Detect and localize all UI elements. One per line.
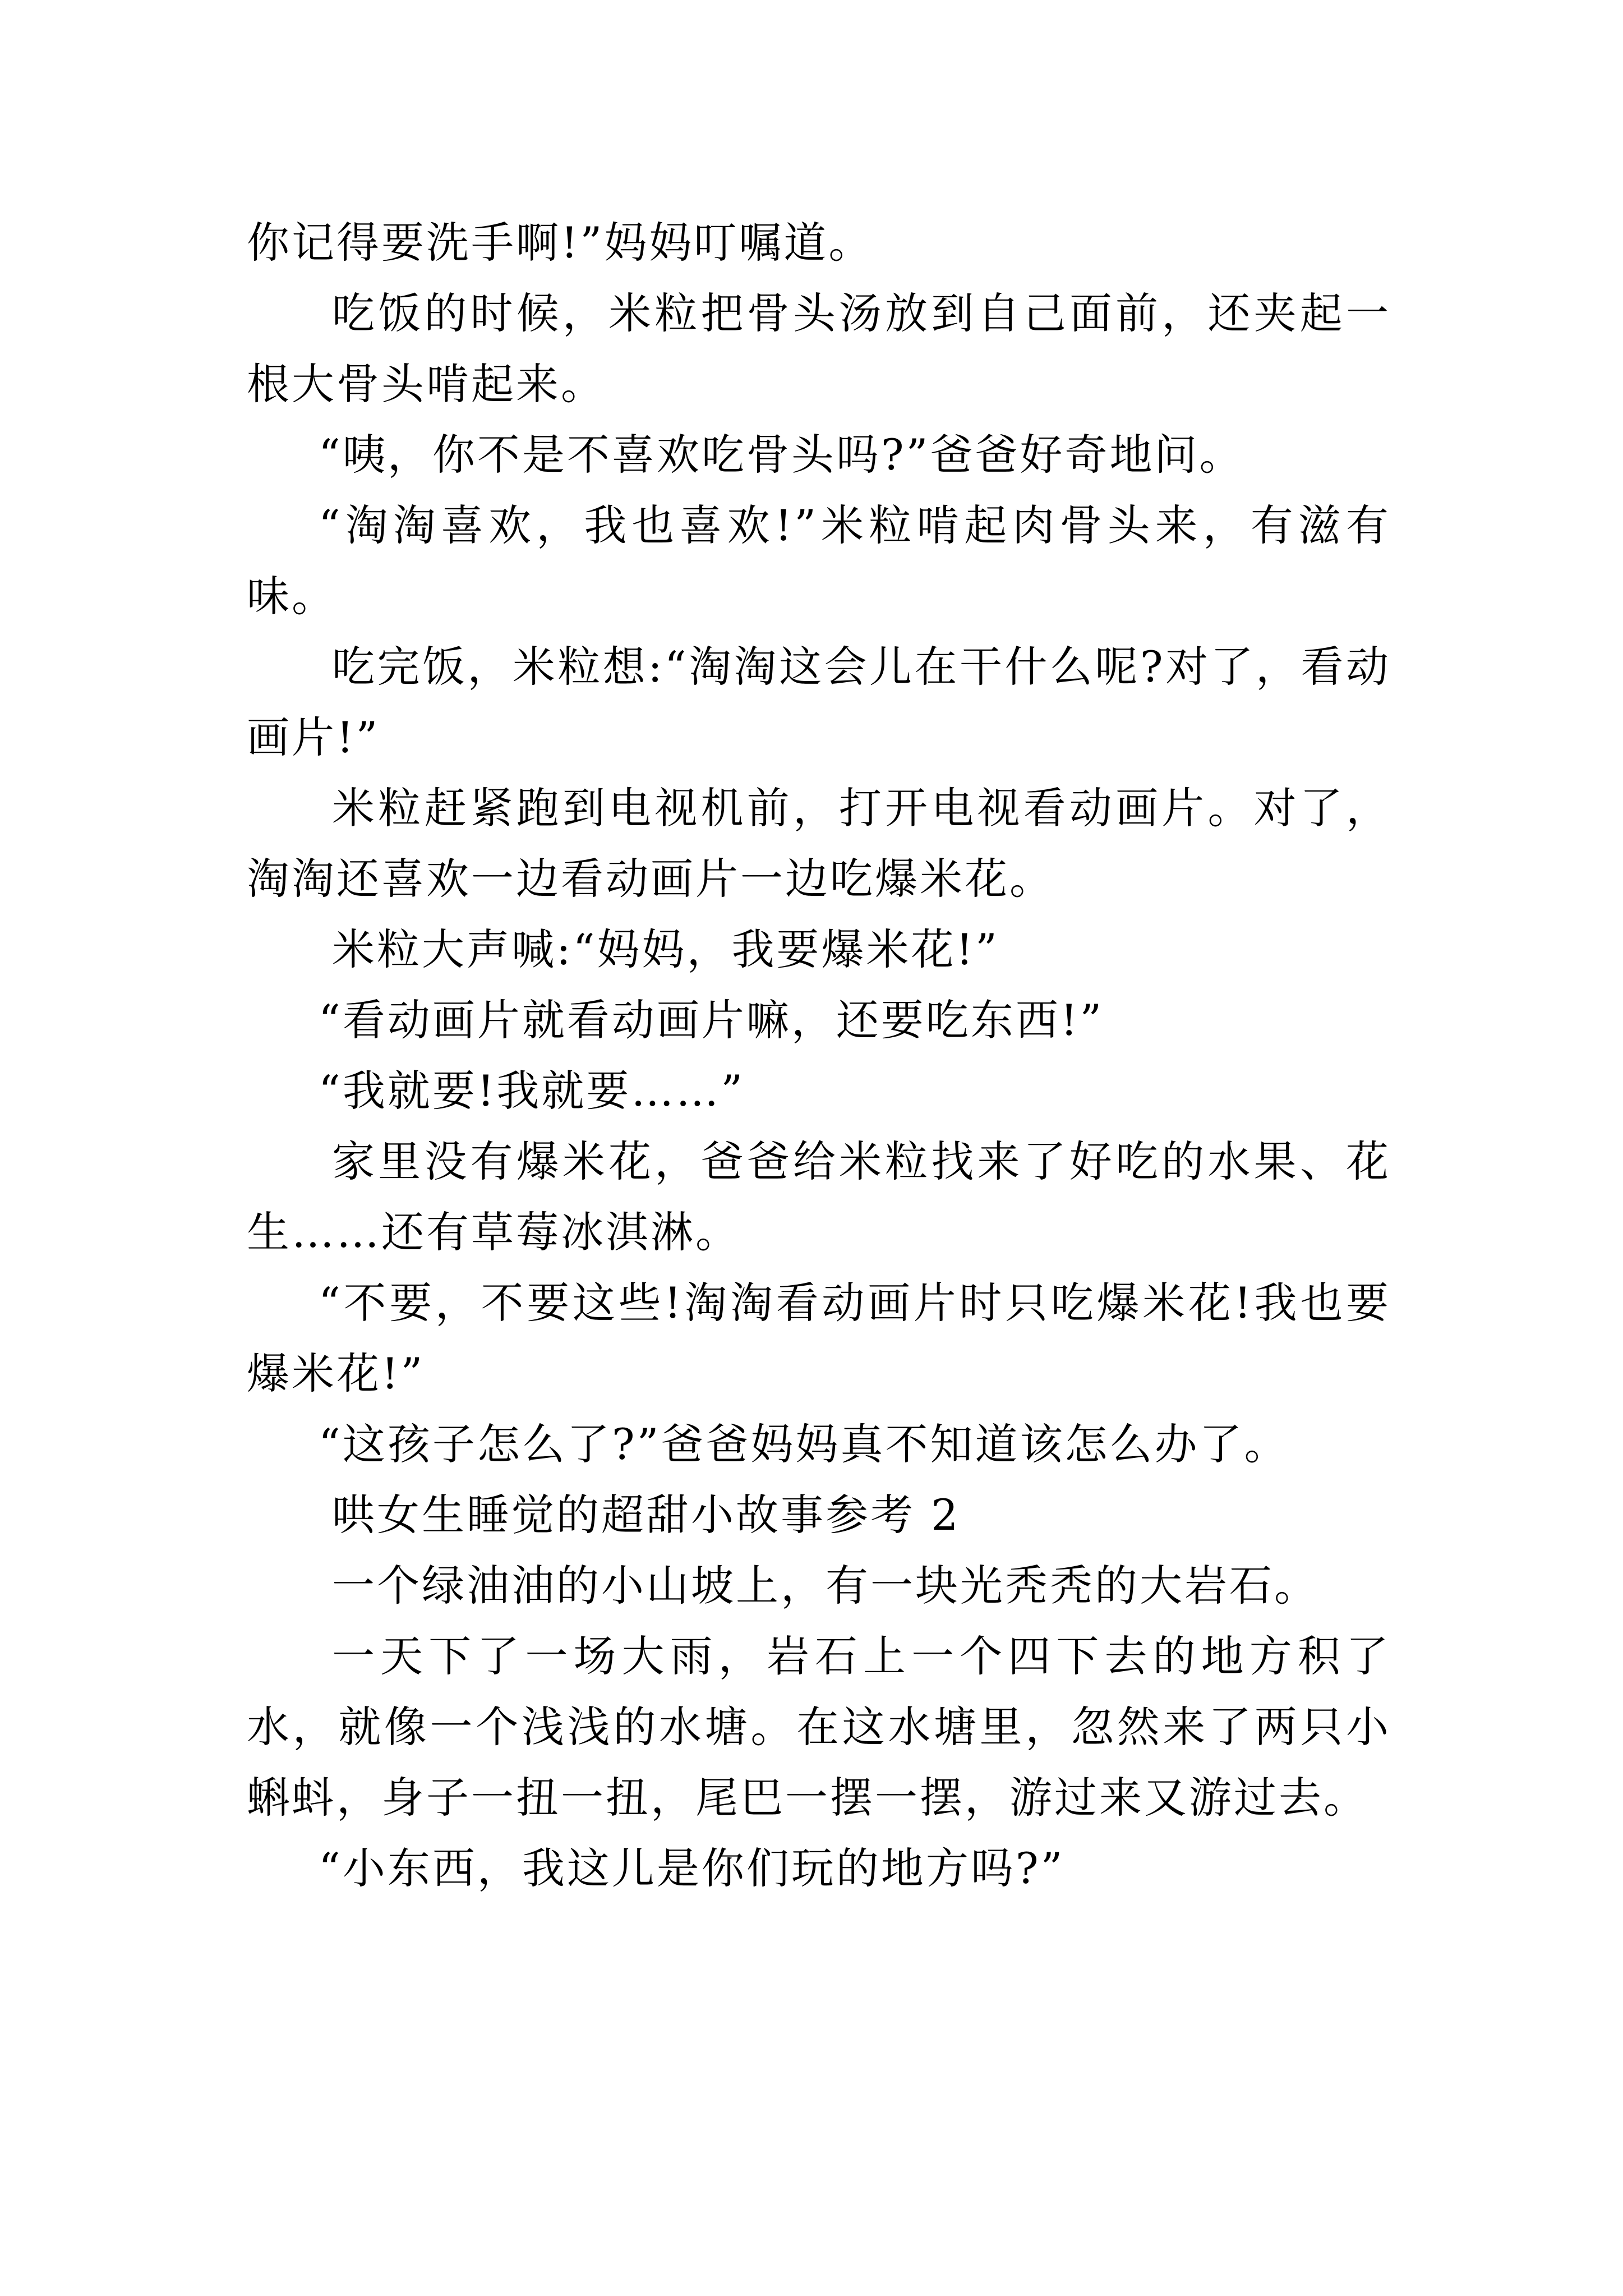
paragraph-7: 米粒大声喊:“妈妈，我要爆米花!” <box>332 924 999 974</box>
document-body <box>247 208 1391 1904</box>
paragraph-4: “淘淘喜欢，我也喜欢!”米粒啃起肉骨头来，有滋有味。 <box>247 500 1391 621</box>
paragraph-5: 吃完饭，米粒想:“淘淘这会儿在干什么呢?对了，看动画片!” <box>247 642 1391 762</box>
paragraph-15: 一天下了一场大雨，岩石上一个四下去的地方积了水，就像一个浅浅的水塘。在这水塘里，忽然来了两只小蝌蚪，身子一扭一扭，尾巴一摆一摆，游过来又游过去。 <box>247 1631 1391 1823</box>
paragraph-14: 一个绿油油的小山坡上，有一块光秃秃的大岩石。 <box>332 1561 1319 1611</box>
section-heading: 哄女生睡觉的超甜小故事参考 2 <box>332 1490 961 1540</box>
paragraph-12: “这孩子怎么了?”爸爸妈妈真不知道该怎么办了。 <box>319 1419 1289 1469</box>
paragraph-2: 吃饭的时候，米粒把骨头汤放到自己面前，还夹起一根大骨头啃起来。 <box>247 288 1391 409</box>
paragraph-11: “不要，不要这些!淘淘看动画片时只吃爆米花!我也要爆米花!” <box>247 1278 1391 1398</box>
paragraph-3: “咦，你不是不喜欢吃骨头吗?”爸爸好奇地问。 <box>319 430 1244 480</box>
paragraph-10: 家里没有爆米花，爸爸给米粒找来了好吃的水果、花生……还有草莓冰淇淋。 <box>247 1137 1391 1257</box>
paragraph-9: “我就要!我就要……” <box>319 1066 745 1116</box>
paragraph-6: 米粒赶紧跑到电视机前，打开电视看动画片。对了，淘淘还喜欢一边看动画片一边吃爆米花。 <box>247 783 1391 904</box>
paragraph-16: “小东西，我这儿是你们玩的地方吗?” <box>319 1843 1065 1893</box>
paragraph-8: “看动画片就看动画片嘛，还要吃东西!” <box>319 995 1104 1045</box>
paragraph-1: 你记得要洗手啊!”妈妈叮嘱道。 <box>247 218 874 268</box>
